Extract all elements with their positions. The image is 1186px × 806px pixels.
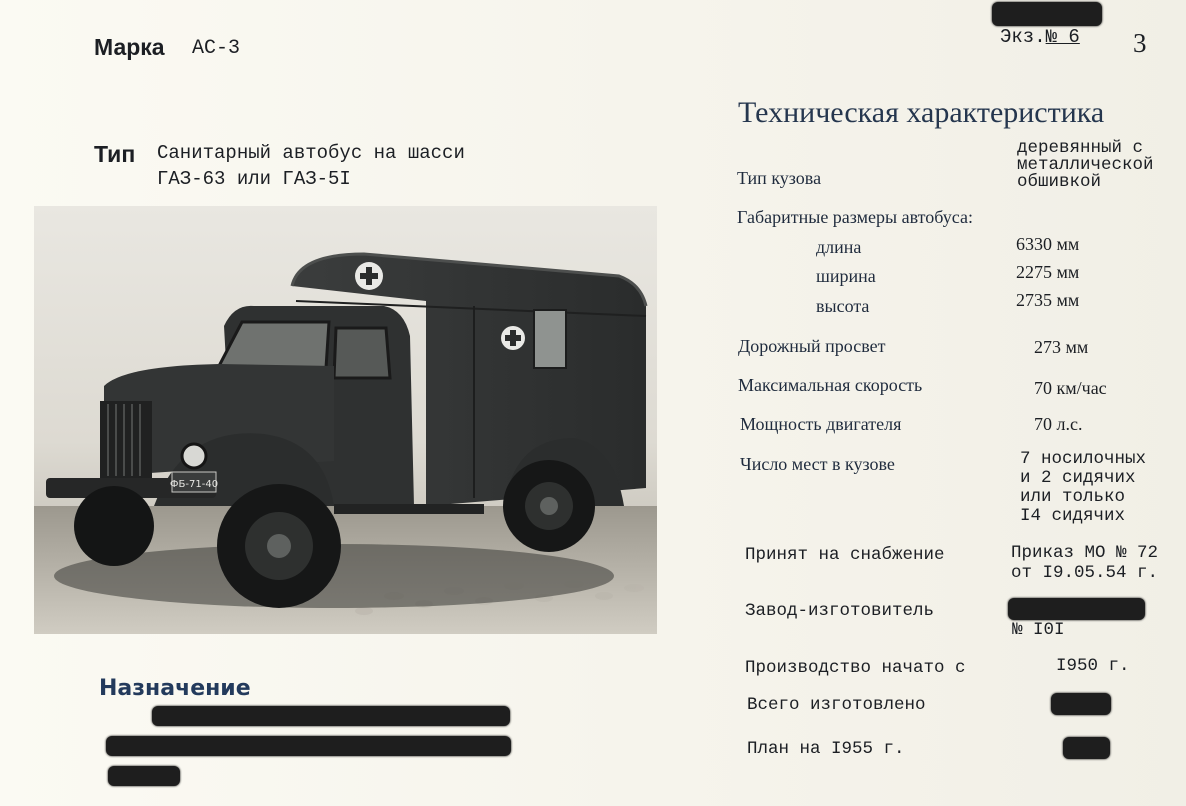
copy-number-stamp bbox=[1000, 26, 1080, 48]
height-label: высота bbox=[816, 296, 870, 316]
width-label: ширина bbox=[816, 266, 876, 286]
vehicle-photo bbox=[34, 206, 657, 634]
body-type-line: металлической bbox=[1017, 155, 1154, 175]
production-start-label: Производство начато с bbox=[745, 658, 966, 678]
redaction-bar bbox=[992, 2, 1102, 26]
redaction-bar bbox=[1051, 693, 1111, 715]
engine-power-value: 70 л.с. bbox=[1034, 414, 1083, 434]
body-type-label: Тип кузова bbox=[737, 168, 822, 188]
redaction-bar bbox=[152, 706, 510, 726]
redaction-bar bbox=[108, 766, 180, 786]
copy-label: Экз. bbox=[1000, 26, 1046, 48]
length-label: длина bbox=[816, 237, 862, 257]
ambulance-bus-image bbox=[34, 206, 657, 634]
redaction-bar bbox=[1063, 737, 1110, 759]
engine-power-label: Мощность двигателя bbox=[740, 414, 902, 434]
front-wheel bbox=[217, 484, 341, 608]
naznachenie-label: Назначение bbox=[99, 676, 251, 701]
tip-value-line2: ГАЗ-63 или ГАЗ-5I bbox=[157, 168, 351, 190]
max-speed-value: 70 км/час bbox=[1034, 378, 1107, 398]
adopted-value bbox=[1011, 543, 1158, 583]
plan-1955-label: План на I955 г. bbox=[747, 739, 905, 759]
clearance-value: 273 мм bbox=[1034, 337, 1089, 357]
spec-title: Техническая характеристика bbox=[738, 96, 1105, 129]
tip-value-line1: Санитарный автобус на шасси bbox=[157, 142, 465, 164]
adopted-label: Принят на снабжение bbox=[745, 545, 945, 565]
manufacturer-label: Завод-изготовитель bbox=[745, 601, 935, 621]
max-speed-label: Максимальная скорость bbox=[738, 375, 923, 395]
tip-value bbox=[157, 140, 465, 192]
length-value: 6330 мм bbox=[1016, 234, 1080, 254]
production-start-value: I950 г. bbox=[1056, 656, 1130, 676]
height-value: 2735 мм bbox=[1016, 290, 1080, 310]
seats-line: I4 сидячих bbox=[1020, 506, 1126, 526]
adopted-line: от I9.05.54 г. bbox=[1011, 563, 1159, 583]
body-type-value bbox=[1017, 140, 1154, 191]
seats-line: 7 носилочных bbox=[1020, 449, 1147, 469]
body-type-line: деревянный с bbox=[1017, 138, 1144, 158]
license-plate-text: ФБ-71-40 bbox=[169, 479, 219, 490]
redaction-bar bbox=[106, 736, 511, 756]
body-type-line: обшивкой bbox=[1017, 172, 1102, 192]
seats-line: или только bbox=[1020, 487, 1126, 507]
marka-label: Марка bbox=[94, 34, 165, 60]
redaction-bar bbox=[1008, 598, 1145, 620]
tip-label: Тип bbox=[94, 141, 136, 167]
seats-label: Число мест в кузове bbox=[740, 454, 895, 474]
seats-line: и 2 сидячих bbox=[1020, 468, 1136, 488]
clearance-label: Дорожный просвет bbox=[738, 336, 886, 356]
marka-value: АС-3 bbox=[192, 37, 241, 60]
dimensions-label: Габаритные размеры автобуса: bbox=[737, 207, 973, 227]
rear-wheel bbox=[503, 460, 595, 552]
seats-value bbox=[1020, 450, 1146, 526]
copy-number: № 6 bbox=[1045, 26, 1080, 48]
width-value: 2275 мм bbox=[1016, 262, 1080, 282]
adopted-line: Приказ МО № 72 bbox=[1011, 543, 1159, 563]
total-built-label: Всего изготовлено bbox=[747, 695, 926, 715]
manufacturer-value: № I0I bbox=[1012, 620, 1065, 640]
page-number: 3 bbox=[1133, 28, 1147, 58]
